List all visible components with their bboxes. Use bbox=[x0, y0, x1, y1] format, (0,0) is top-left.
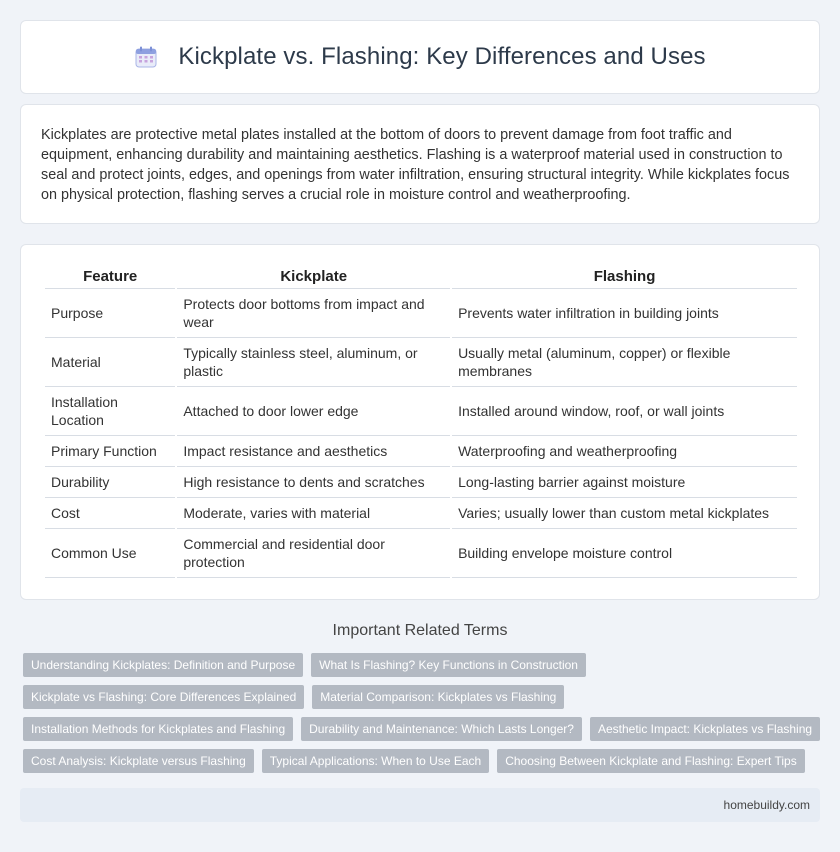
related-term-link[interactable]: Typical Applications: When to Use Each bbox=[262, 749, 489, 773]
header-flashing: Flashing bbox=[452, 267, 797, 289]
related-term-link[interactable]: Understanding Kickplates: Definition and Purpose bbox=[23, 653, 303, 677]
kickplate-cell: Commercial and residential door protection bbox=[177, 529, 450, 578]
feature-cell: Primary Function bbox=[45, 436, 175, 467]
feature-cell: Common Use bbox=[45, 529, 175, 578]
header-kickplate: Kickplate bbox=[177, 267, 450, 289]
tag-row bbox=[20, 749, 820, 773]
kickplate-cell: Moderate, varies with material bbox=[177, 498, 450, 529]
calendar-icon bbox=[134, 45, 158, 69]
kickplate-cell: Protects door bottoms from impact and wear bbox=[177, 289, 450, 338]
related-terms-title: Important Related Terms bbox=[332, 622, 508, 639]
tag-row bbox=[20, 653, 820, 677]
feature-cell: Purpose bbox=[45, 289, 175, 338]
flashing-cell: Varies; usually lower than custom metal kickplates bbox=[452, 498, 797, 529]
tag-row bbox=[20, 685, 820, 709]
feature-cell: Installation Location bbox=[45, 387, 175, 436]
title-card bbox=[20, 20, 820, 94]
footer bbox=[20, 788, 820, 822]
intro-paragraph: Kickplates are protective metal plates installed at the bottom of doors to prevent damage from foot traffic and equipment, enhancing durability and maintaining aesthetics. Flashing is a waterproof material used in construction to seal and protect joints, edges, and openings from water infiltration, ensuring structural integrity. While kickplates focus on physical protection, flashing serves a crucial role in moisture control and weatherproofing. bbox=[41, 127, 790, 203]
title-wrap bbox=[134, 43, 705, 71]
flashing-cell: Long-lasting barrier against moisture bbox=[452, 467, 797, 498]
related-term-link[interactable]: What Is Flashing? Key Functions in Construction bbox=[311, 653, 586, 677]
table-row bbox=[45, 436, 797, 467]
intro-card bbox=[20, 104, 820, 224]
comparison-table bbox=[43, 267, 799, 578]
comparison-card bbox=[20, 244, 820, 600]
related-term-link[interactable]: Choosing Between Kickplate and Flashing: Expert Tips bbox=[497, 749, 805, 773]
flashing-cell: Usually metal (aluminum, copper) or flexible membranes bbox=[452, 338, 797, 387]
kickplate-cell: Impact resistance and aesthetics bbox=[177, 436, 450, 467]
flashing-cell: Prevents water infiltration in building joints bbox=[452, 289, 797, 338]
table-row bbox=[45, 387, 797, 436]
related-terms-list bbox=[20, 653, 820, 781]
table-row bbox=[45, 529, 797, 578]
related-term-link[interactable]: Cost Analysis: Kickplate versus Flashing bbox=[23, 749, 254, 773]
feature-cell: Material bbox=[45, 338, 175, 387]
kickplate-cell: Typically stainless steel, aluminum, or plastic bbox=[177, 338, 450, 387]
table-row bbox=[45, 338, 797, 387]
tag-row bbox=[20, 717, 820, 741]
header-feature: Feature bbox=[45, 267, 175, 289]
related-term-link[interactable]: Installation Methods for Kickplates and Flashing bbox=[23, 717, 293, 741]
related-term-link[interactable]: Durability and Maintenance: Which Lasts Longer? bbox=[301, 717, 582, 741]
feature-cell: Durability bbox=[45, 467, 175, 498]
table-row bbox=[45, 289, 797, 338]
flashing-cell: Installed around window, roof, or wall joints bbox=[452, 387, 797, 436]
feature-cell: Cost bbox=[45, 498, 175, 529]
page-title: Kickplate vs. Flashing: Key Differences and Uses bbox=[178, 43, 706, 70]
kickplate-cell: High resistance to dents and scratches bbox=[177, 467, 450, 498]
table-row bbox=[45, 498, 797, 529]
related-term-link[interactable]: Kickplate vs Flashing: Core Differences Explained bbox=[23, 685, 304, 709]
footer-site-link[interactable]: homebuildy.com bbox=[723, 798, 810, 812]
flashing-cell: Waterproofing and weatherproofing bbox=[452, 436, 797, 467]
kickplate-cell: Attached to door lower edge bbox=[177, 387, 450, 436]
table-row bbox=[45, 467, 797, 498]
related-term-link[interactable]: Material Comparison: Kickplates vs Flashing bbox=[312, 685, 564, 709]
table-header-row bbox=[45, 267, 797, 289]
related-term-link[interactable]: Aesthetic Impact: Kickplates vs Flashing bbox=[590, 717, 820, 741]
flashing-cell: Building envelope moisture control bbox=[452, 529, 797, 578]
